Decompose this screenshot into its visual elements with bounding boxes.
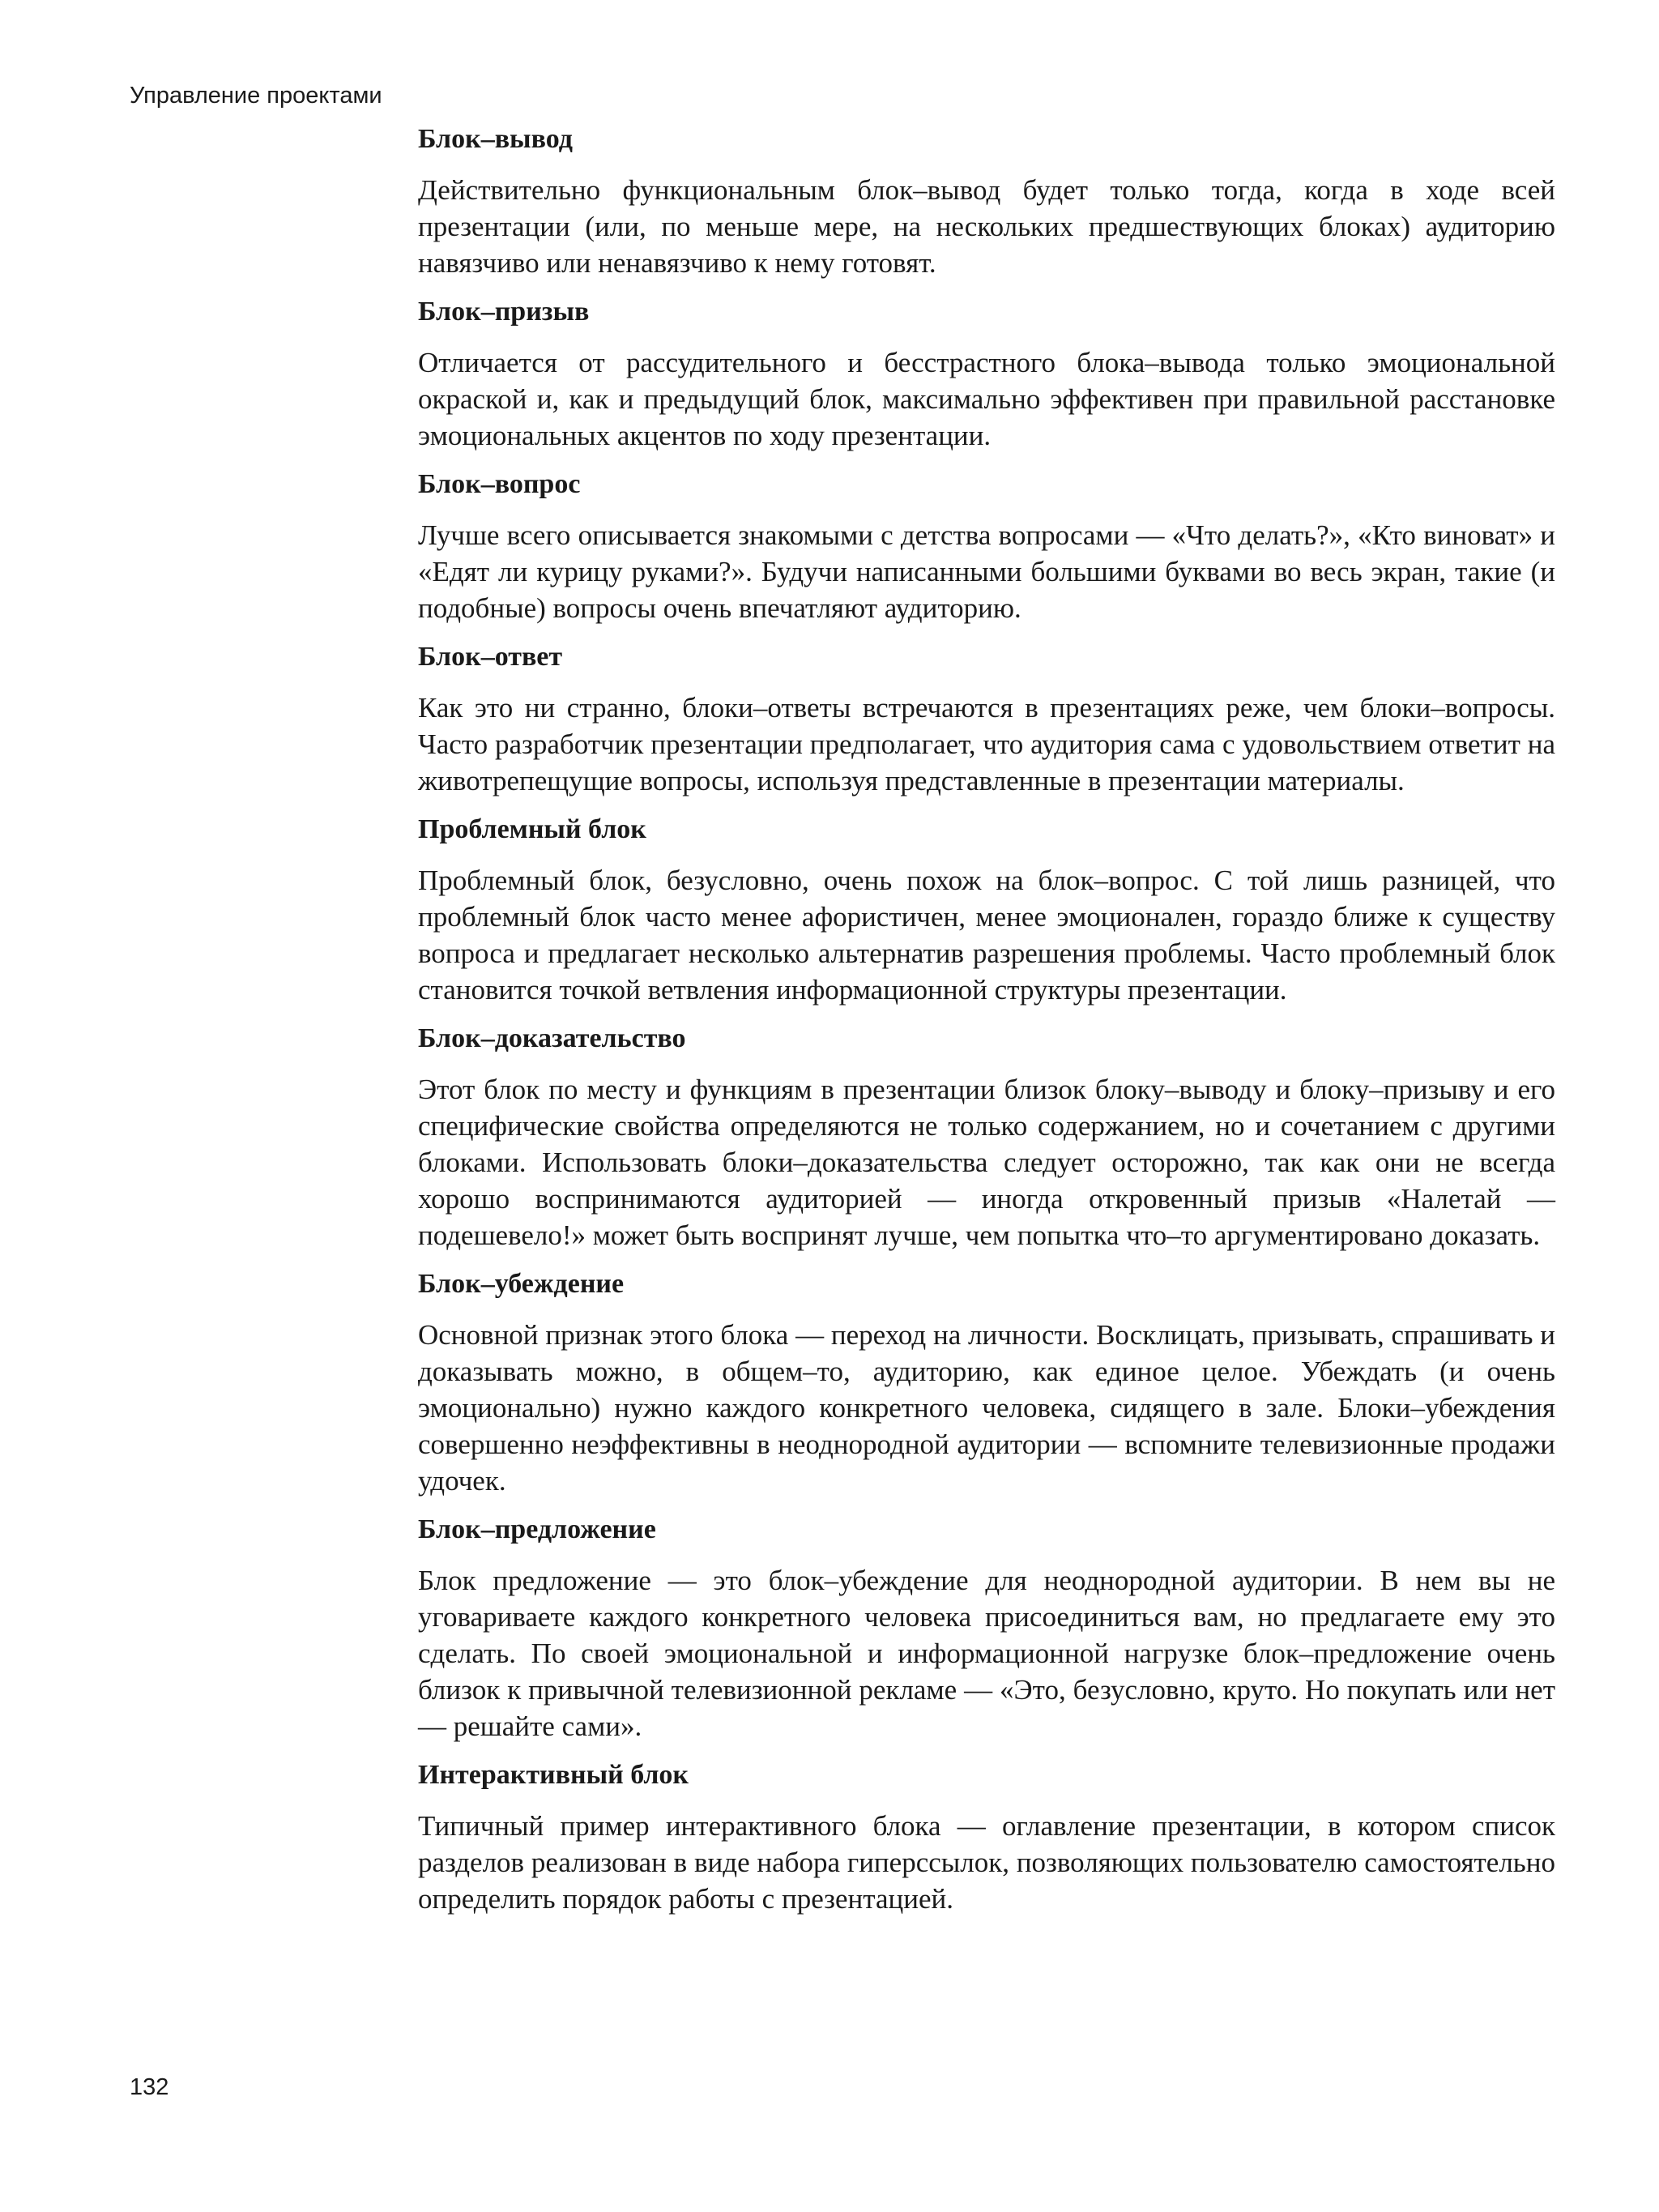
section-interactive-block <box>418 1757 1555 1917</box>
section-block-persuasion <box>418 1266 1555 1499</box>
running-head: Управление проектами <box>130 83 382 109</box>
section-block-call <box>418 294 1555 454</box>
section-block-offer <box>418 1512 1555 1744</box>
section-paragraph: Проблемный блок, безусловно, очень похож на блок–вопрос. С той лишь разницей, что проблемный блок часто менее афористичен, менее эмоционален, гораздо ближе к существу вопроса и предлагает несколько альтернатив разрешения проблемы. Часто проблемный блок становится точкой ветвления информационной структуры презентации. <box>418 865 1555 1006</box>
section-heading: Блок–ответ <box>418 642 563 672</box>
section-paragraph: Как это ни странно, блоки–ответы встречаются в презентациях реже, чем блоки–вопросы. Часто разработчик презентации предполагает, что аудитория сама с удовольствием ответит на животрепещущие вопросы, используя представленные в презентации материалы. <box>418 692 1555 796</box>
page-number: 132 <box>130 2074 169 2100</box>
page-body <box>418 122 1555 1930</box>
section-paragraph: Отличается от рассудительного и бесстрастного блока–вывода только эмоциональной окраской и, как и предыдущий блок, максимально эффективен при правильной расстановке эмоциональных акцентов по ходу презентации. <box>418 347 1555 451</box>
section-problem-block <box>418 812 1555 1008</box>
section-block-proof <box>418 1021 1555 1253</box>
section-block-question <box>418 467 1555 626</box>
section-paragraph: Основной признак этого блока — переход на личности. Восклицать, призывать, спрашивать и доказывать можно, в общем–то, аудиторию, как единое целое. Убеждать (и очень эмоционально) нужно каждого конкретного человека, сидящего в зале. Блоки–убеждения совершенно неэффективны в неоднородной аудитории — вспомните телевизионные продажи удочек. <box>418 1319 1555 1497</box>
section-paragraph: Лучше всего описывается знакомыми с детства вопросами — «Что делать?», «Кто виноват» и «Едят ли курицу руками?». Будучи написанными большими буквами во весь экран, такие (и подобные) вопросы очень впечатляют аудиторию. <box>418 519 1555 624</box>
section-heading: Интерактивный блок <box>418 1760 689 1790</box>
section-block-answer <box>418 639 1555 799</box>
section-heading: Блок–вопрос <box>418 469 581 499</box>
section-heading: Проблемный блок <box>418 814 646 844</box>
section-heading: Блок–убеждение <box>418 1269 625 1299</box>
section-block-output <box>418 122 1555 281</box>
section-heading: Блок–предложение <box>418 1514 656 1544</box>
section-paragraph: Действительно функциональным блок–вывод будет только тогда, когда в ходе всей презентации (или, по меньше мере, на нескольких предшествующих блоках) аудиторию навязчиво или ненавязчиво к нему готовят. <box>418 174 1555 279</box>
section-paragraph: Типичный пример интерактивного блока — оглавление презентации, в котором список разделов реализован в виде набора гиперссылок, позволяющих пользователю самостоятельно определить порядок работы с презентацией. <box>418 1810 1555 1915</box>
section-heading: Блок–доказательство <box>418 1023 686 1053</box>
section-heading: Блок–призыв <box>418 297 590 327</box>
section-paragraph: Этот блок по месту и функциям в презентации близок блоку–выводу и блоку–призыву и его специфические свойства определяются не только содержанием, но и сочетанием с другими блоками. Использовать блоки–доказательства следует осторожно, так как они не всегда хорошо воспринимаются аудиторией — иногда откровенный призыв «Налетай — подешевело!» может быть воспринят лучше, чем попытка что–то аргументировано доказать. <box>418 1074 1555 1251</box>
section-heading: Блок–вывод <box>418 124 573 154</box>
section-paragraph: Блок предложение — это блок–убеждение для неоднородной аудитории. В нем вы не уговариваете каждого конкретного человека присоединиться вам, но предлагаете ему это сделать. По своей эмоциональной и информационной нагрузке блок–предложение очень близок к привычной телевизионной рекламе — «Это, безусловно, круто. Но покупать или нет — решайте сами». <box>418 1565 1555 1742</box>
